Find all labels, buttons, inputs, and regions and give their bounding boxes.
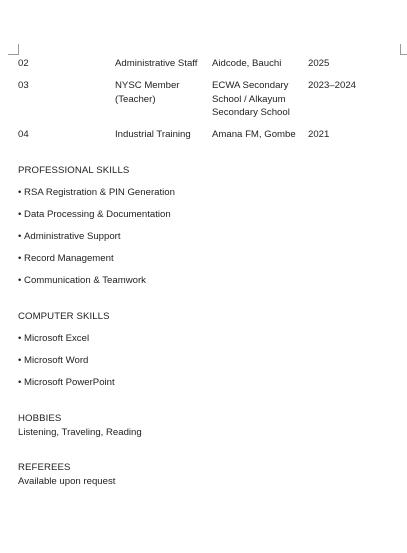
experience-year: 2023–2024 <box>308 80 357 91</box>
experience-organization: Amana FM, Gombe <box>212 129 296 140</box>
professional-skills-heading: PROFESSIONAL SKILLS <box>18 165 130 176</box>
experience-role: NYSC Member (Teacher) <box>115 80 180 105</box>
experience-year: 2025 <box>308 58 330 69</box>
experience-role: Industrial Training <box>115 129 191 140</box>
experience-organization: ECWA Secondary School / Alkayum Secondary School <box>212 80 290 119</box>
referees-text: Available upon request <box>18 476 116 487</box>
hobbies-text: Listening, Traveling, Reading <box>18 427 142 438</box>
computer-skill-item: • Microsoft Excel <box>18 332 388 345</box>
experience-role: Administrative Staff <box>115 58 198 69</box>
professional-skill-item: • RSA Registration & PIN Generation <box>18 186 388 199</box>
computer-skill-item: • Microsoft Word <box>18 354 388 367</box>
experience-organization: Aidcode, Bauchi <box>212 58 282 69</box>
left-margin-marker <box>8 44 19 55</box>
professional-skill-item: • Data Processing & Documentation <box>18 208 388 221</box>
hobbies-heading: HOBBIES <box>18 413 62 424</box>
experience-number: 03 <box>18 80 29 91</box>
experience-number: 04 <box>18 129 29 140</box>
right-margin-marker <box>400 44 407 55</box>
experience-year: 2021 <box>308 129 330 140</box>
experience-number: 02 <box>18 58 29 69</box>
referees-heading: REFEREES <box>18 462 71 473</box>
professional-skill-item: • Communication & Teamwork <box>18 274 388 287</box>
professional-skill-item: • Record Management <box>18 252 388 265</box>
professional-skill-item: • Administrative Support <box>18 230 388 243</box>
computer-skill-item: • Microsoft PowerPoint <box>18 376 388 389</box>
computer-skills-heading: COMPUTER SKILLS <box>18 311 110 322</box>
